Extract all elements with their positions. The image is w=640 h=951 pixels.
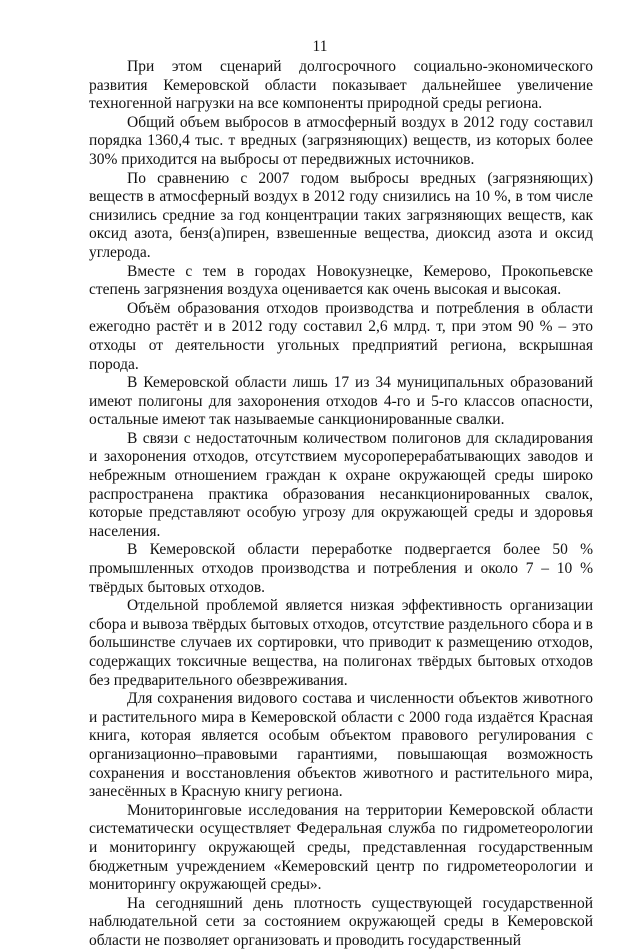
paragraph: Для сохранения видового состава и численности объектов животного и растительного мира в Кемеровской области с 2000 года издаётся Красная книга, которая является особым объектом правового регулирования с организационно–правовыми гарантиями, повышающая возможность сохранения и восстановления объектов животного и растительного мира, занесённых в Красную книгу региона. — [89, 690, 593, 801]
paragraph: По сравнению с 2007 годом выбросы вредных (загрязняющих) веществ в атмосферный воздух в 2012 году снизились на 10 %, в том числе снизились средние за год концентрации таких загрязняющих веществ, как оксид азота, бенз(а)пирен, взвешенные вещества, диоксид азота и оксид углерода. — [89, 169, 593, 261]
paragraph: Объём образования отходов производства и потребления в области ежегодно растёт и в 2012 году составил 2,6 млрд. т, при этом 90 % – это отходы от деятельности угольных предприятий региона, вскрышная порода. — [89, 299, 593, 373]
body-text — [89, 58, 593, 951]
paragraph: Вместе с тем в городах Новокузнецке, Кемерово, Прокопьевске степень загрязнения воздуха оценивается как очень высокая и высокая. — [89, 262, 593, 299]
paragraph: В связи с недостаточным количеством полигонов для складирования и захоронения отходов, отсутствием мусороперерабатывающих заводов и небрежным отношением граждан к охране окружающей среды широко распространена практика образования несанкционированных свалок, которые представляют особую угрозу для окружающей среды и здоровья населения. — [89, 429, 593, 540]
paragraph: Отдельной проблемой является низкая эффективность организации сбора и вывоза твёрдых бытовых отходов, отсутствие раздельного сбора и в большинстве случаев их сортировки, что приводит к размещению отходов, содержащих токсичные вещества, на полигонах твёрдых бытовых отходов без предварительного обезвреживания. — [89, 597, 593, 689]
paragraph: В Кемеровской области переработке подвергается более 50 % промышленных отходов производства и потребления и около 7 – 10 % твёрдых бытовых отходов. — [89, 541, 593, 596]
paragraph: На сегодняшний день плотность существующей государственной наблюдательной сети за состоянием окружающей среды в Кемеровской области не позволяет организовать и проводить государственный — [89, 894, 593, 949]
page-number: 11 — [312, 38, 328, 55]
paragraph: Мониторинговые исследования на территории Кемеровской области систематически осуществляет Федеральная служба по гидрометеорологии и мониторингу окружающей среды, представленная государственным бюджетным учреждением «Кемеровский центр по гидрометеорологии и мониторингу окружающей среды». — [89, 801, 593, 894]
paragraph: Общий объем выбросов в атмосферный воздух в 2012 году составил порядка 1360,4 тыс. т вредных (загрязняющих) веществ, из которых более 30% приходится на выбросы от передвижных источников. — [89, 113, 593, 168]
paragraph: В Кемеровской области лишь 17 из 34 муниципальных образований имеют полигоны для захоронения отходов 4-го и 5-го классов опасности, остальные имеют так называемые санкционированные свалки. — [89, 374, 593, 429]
paragraph: При этом сценарий долгосрочного социально-экономического развития Кемеровской области показывает дальнейшее увеличение техногенной нагрузки на все компоненты природной среды региона. — [89, 58, 593, 113]
